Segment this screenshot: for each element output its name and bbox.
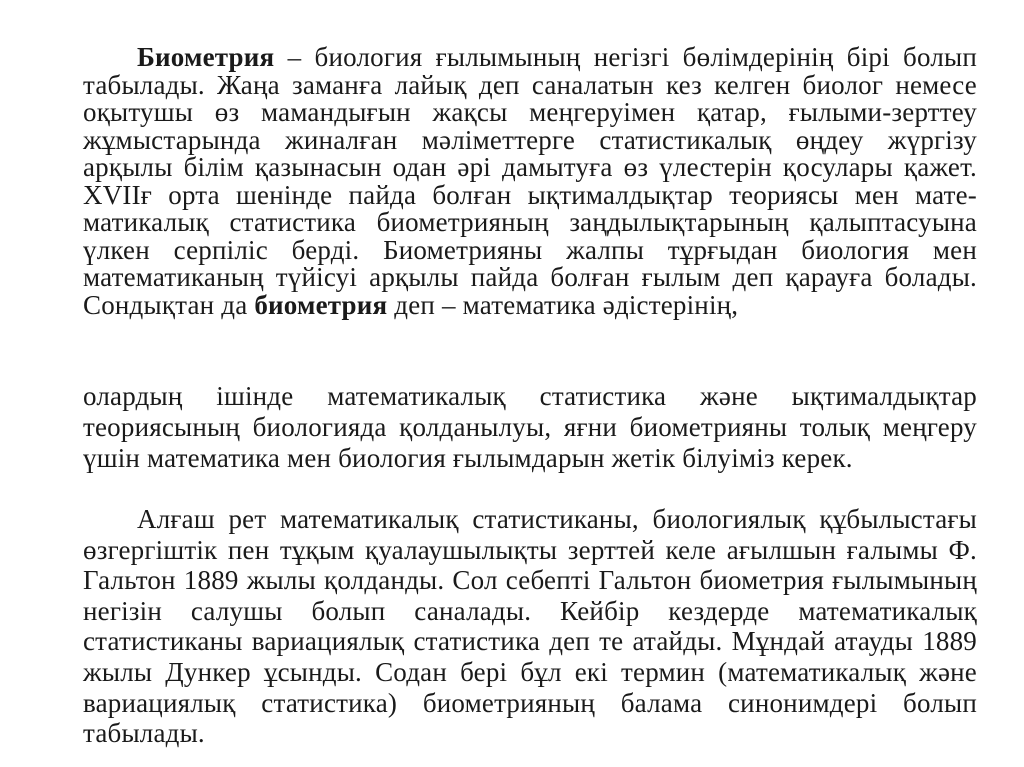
- paragraph-1-text: [83, 44, 977, 319]
- term-biometry: Биометрия: [137, 42, 275, 72]
- paragraph-1-continued: [83, 381, 977, 473]
- paragraph-1-continued-text: олардың ішінде математикалық статистика және ықтималдықтар теориясының биологияда қолданылуы, яғни биометрияны толық меңгеру үшін математика мен биология ғылымдарын жетік білуіміз керек.: [83, 381, 977, 473]
- paragraph-2: [83, 504, 977, 749]
- term-biometry-inline: биометрия: [254, 289, 388, 320]
- paragraph-2-text: Алғаш рет математикалық статистиканы, биологиялық құбылыстағы өзгергіштік пен тұқым қуалаушылықты зерттей келе ағылшын ғалымы Ф. Гальтон 1889 жылы қолданды. Сол себепті Гальтон биометрия ғылымының негізін салушы болып саналады. Кейбір кездерде математикалық статистиканы вариациялық статистика деп те атайды. Мұндай атауды 1889 жылы Дункер ұсынды. Содан бері бұл екі термин (математикалық және вариациялық статистика) биометрияның балама синонимдері болып табылады.: [83, 504, 977, 749]
- paragraph-1: [83, 44, 977, 319]
- paragraph-1-part-1: – биология ғылымының негізгі бөлімдерінің бірі болып табылады. Жаңа заманға лайық деп саналатын кез келген биолог немесе оқытушы өз мамандығын жақсы меңгеруімен қатар, ғылыми-зерттеу жұмыстарында жиналған мәліметтерге статистикалық өңдеу жүргізу арқылы білім қазынасын одан әрі дамытуға өз үлестерін қосулары қажет. XVIIғ орта шенінде пайда болған ықтималдықтар теориясы мен мате-матикалық статистика биометрияның заңдылықтарының қалыптасуына үлкен серпіліс берді. Биометрияны жалпы тұрғыдан биология мен математиканың түйісуі арқылы пайда болған ғылым деп қарауға болады. Сондықтан да: [83, 42, 977, 320]
- paragraph-1-part-2: деп – математика әдістерінің,: [387, 289, 739, 320]
